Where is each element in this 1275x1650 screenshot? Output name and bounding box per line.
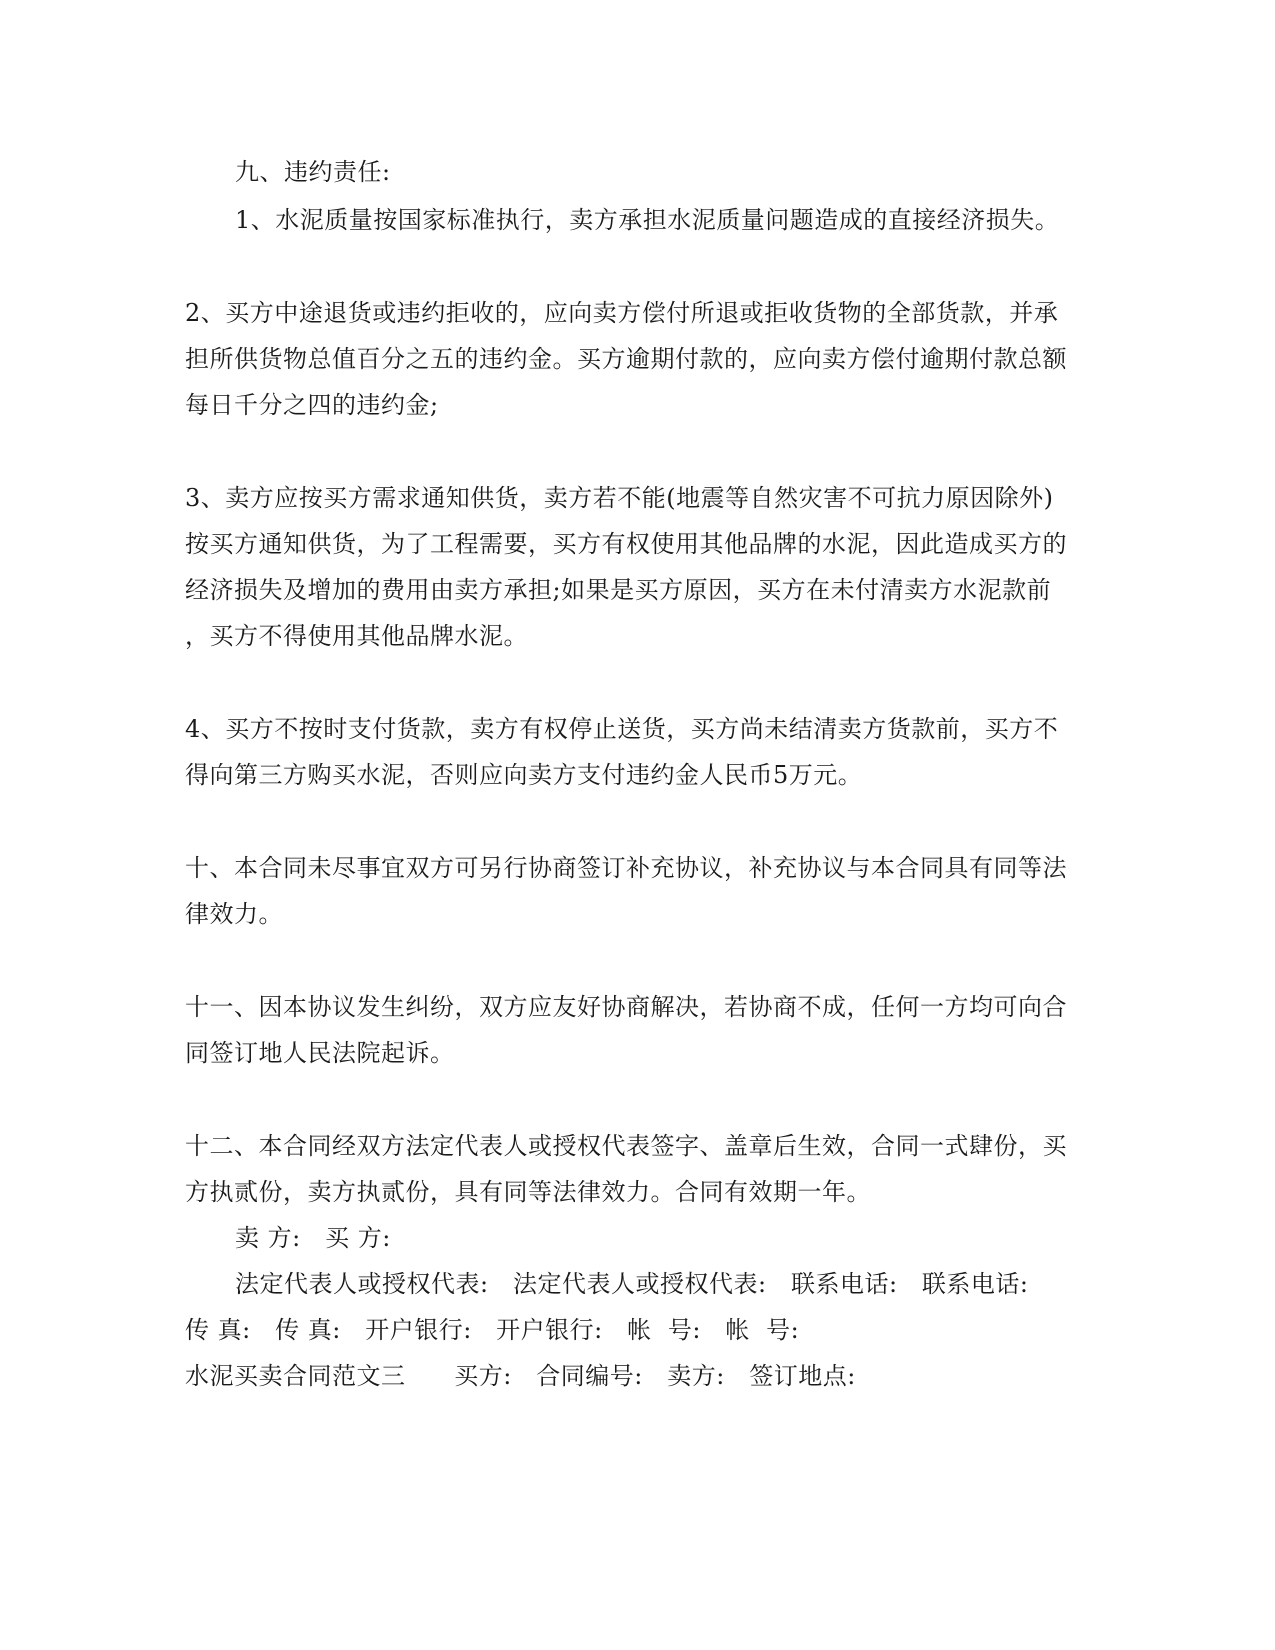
section-eleven-line-2: 同签订地人民法院起诉。 [185,1039,455,1067]
clause-2-line-2: 担所供货物总值百分之五的违约金。买方逾期付款的，应向卖方偿付逾期付款总额 [185,345,1067,373]
clause-2-line-3: 每日千分之四的违约金; [185,391,439,419]
section-twelve-line-1: 十二、本合同经双方法定代表人或授权代表签字、盖章后生效，合同一式肆份，买 [185,1132,1067,1160]
section-twelve-line-2: 方执贰份，卖方执贰份，具有同等法律效力。合同有效期一年。 [185,1178,871,1206]
signature-parties: 卖 方: 买 方: [235,1224,391,1252]
clause-2-line-1: 2、买方中途退货或违约拒收的，应向卖方偿付所退或拒收货物的全部货款，并承 [185,299,1059,327]
signature-representatives: 法定代表人或授权代表: 法定代表人或授权代表: 联系电话: 联系电话: [235,1270,1029,1298]
template-three-header: 水泥买卖合同范文三 买方: 合同编号: 卖方: 签订地点: [185,1362,856,1390]
clause-4-line-2: 得向第三方购买水泥，否则应向卖方支付违约金人民币5万元。 [185,761,863,789]
clause-3-line-3: 经济损失及增加的费用由卖方承担;如果是买方原因，买方在未付清卖方水泥款前 [185,576,1052,604]
signature-bank-info: 传 真: 传 真: 开户银行: 开户银行: 帐 号: 帐 号: [185,1316,800,1344]
clause-1: 1、水泥质量按国家标准执行，卖方承担水泥质量问题造成的直接经济损失。 [235,206,1060,234]
clause-3-line-2: 按买方通知供货，为了工程需要，买方有权使用其他品牌的水泥，因此造成买方的 [185,530,1067,558]
section-ten-line-2: 律效力。 [185,900,283,928]
clause-3-line-1: 3、卖方应按买方需求通知供货，卖方若不能(地震等自然灾害不可抗力原因除外) [185,484,1054,512]
section-ten-line-1: 十、本合同未尽事宜双方可另行协商签订补充协议，补充协议与本合同具有同等法 [185,854,1067,882]
clause-3-line-4: ，买方不得使用其他品牌水泥。 [185,622,528,650]
section-eleven-line-1: 十一、因本协议发生纠纷，双方应友好协商解决，若协商不成，任何一方均可向合 [185,993,1067,1021]
section-nine-heading: 九、违约责任: [235,158,391,186]
clause-4-line-1: 4、买方不按时支付货款，卖方有权停止送货，买方尚未结清卖方货款前，买方不 [185,715,1059,743]
